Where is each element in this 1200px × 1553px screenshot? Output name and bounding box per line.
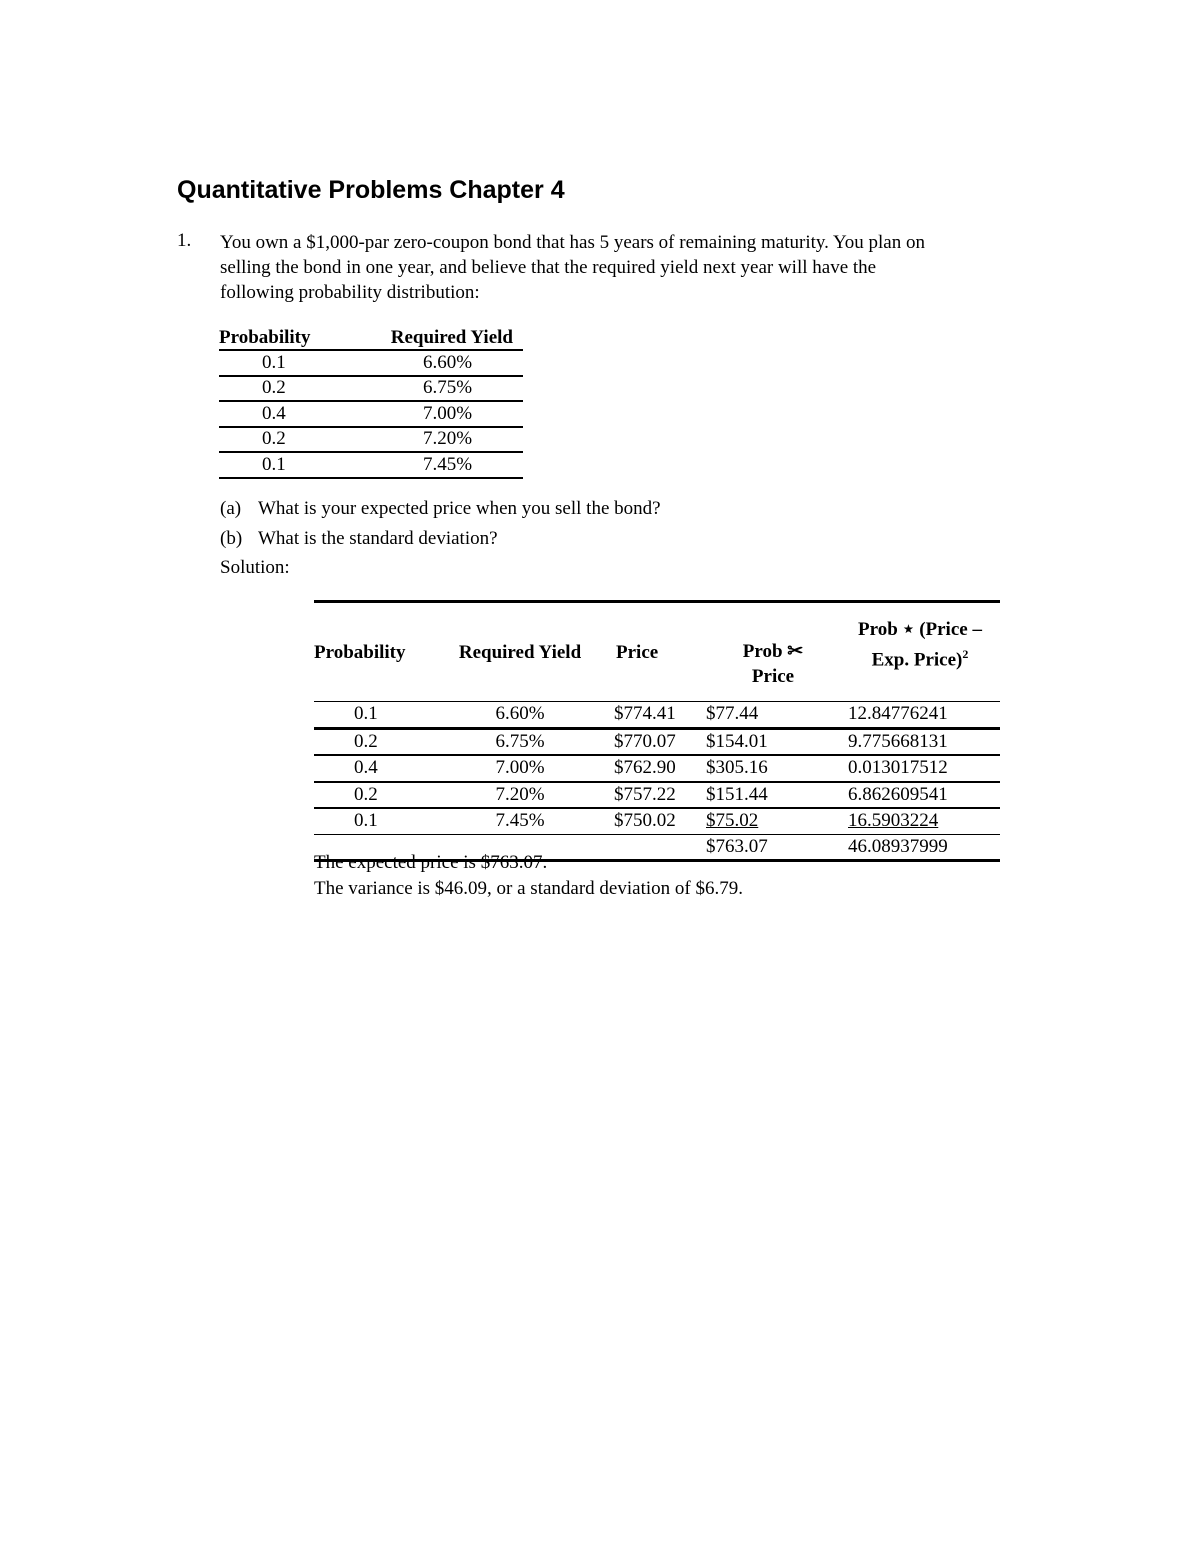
subquestion-label: (b) <box>220 528 243 549</box>
column-header-required-yield: Required Yield <box>372 322 523 350</box>
table-row <box>314 808 1000 834</box>
cell-required-yield: 7.20% <box>434 782 606 809</box>
solution-table <box>314 600 1000 862</box>
cell-price: $770.07 <box>606 728 706 755</box>
cell-probability: 0.1 <box>314 808 434 834</box>
superscript: 2 <box>962 647 969 662</box>
table-row <box>219 427 523 453</box>
column-header-price: Price <box>606 602 706 702</box>
cell-price: $757.22 <box>606 782 706 809</box>
cell-weighted-variance: 0.013017512 <box>840 755 1000 782</box>
header-text: Exp. Price) <box>871 649 963 671</box>
cell-required-yield: 6.60% <box>372 350 523 376</box>
page-title: Quantitative Problems Chapter 4 <box>177 176 565 204</box>
question-number: 1. <box>177 230 192 251</box>
cell-weighted-variance: 6.862609541 <box>840 782 1000 809</box>
cell-prob-price: $305.16 <box>706 755 840 782</box>
cell-probability: 0.2 <box>219 376 372 402</box>
solution-label: Solution: <box>220 557 290 578</box>
question-line: You own a $1,000-par zero-coupon bond that has 5 years of remaining maturity. You plan on <box>220 232 925 253</box>
cell-probability: 0.4 <box>219 401 372 427</box>
question-text <box>220 230 1040 305</box>
column-header-probability: Probability <box>314 602 434 702</box>
cell-total-variance: 46.08937999 <box>840 834 1000 861</box>
table-row <box>314 702 1000 729</box>
cell-prob-price <box>706 808 840 834</box>
table-row <box>219 452 523 478</box>
cell-weighted-variance <box>840 808 1000 834</box>
cell-probability: 0.4 <box>314 755 434 782</box>
cell-required-yield: 7.45% <box>372 452 523 478</box>
answer-expected-price: The expected price is $763.07. <box>314 852 548 873</box>
table-row <box>314 755 1000 782</box>
cell-required-yield: 7.45% <box>434 808 606 834</box>
cell-price: $762.90 <box>606 755 706 782</box>
cell-required-yield: 6.75% <box>434 728 606 755</box>
subquestion-text: What is the standard deviation? <box>258 528 498 549</box>
cell-prob-price: $151.44 <box>706 782 840 809</box>
cell-required-yield: 7.00% <box>434 755 606 782</box>
header-line: Prob ✂ <box>742 641 804 662</box>
cell-probability: 0.1 <box>314 702 434 729</box>
cell-weighted-variance: 9.775668131 <box>840 728 1000 755</box>
cell-empty <box>606 834 706 861</box>
cell-required-yield: 7.20% <box>372 427 523 453</box>
cell-total-expected-price: $763.07 <box>706 834 840 861</box>
subquestion-a <box>220 498 661 520</box>
cell-weighted-variance: 12.84776241 <box>840 702 1000 729</box>
column-header-required-yield: Required Yield <box>434 602 606 702</box>
table-row <box>314 782 1000 809</box>
question-line: following probability distribution: <box>220 282 480 303</box>
column-header-probability: Probability <box>219 322 372 350</box>
underlined-value: 16.5903224 <box>848 810 939 832</box>
cell-prob-price: $77.44 <box>706 702 840 729</box>
cell-probability: 0.2 <box>314 728 434 755</box>
cell-price: $774.41 <box>606 702 706 729</box>
cell-required-yield: 7.00% <box>372 401 523 427</box>
answer-variance: The variance is $46.09, or a standard deviation of $6.79. <box>314 878 743 899</box>
cell-required-yield: 6.75% <box>372 376 523 402</box>
column-header-prob-price <box>706 602 840 702</box>
table-row <box>314 728 1000 755</box>
cell-probability: 0.2 <box>314 782 434 809</box>
distribution-table <box>219 322 523 479</box>
subquestion-b <box>220 528 498 550</box>
table-row <box>219 376 523 402</box>
header-line: Prob ⋆ (Price – <box>858 619 982 641</box>
cell-probability: 0.1 <box>219 350 372 376</box>
cell-probability: 0.2 <box>219 427 372 453</box>
cell-prob-price: $154.01 <box>706 728 840 755</box>
cell-probability: 0.1 <box>219 452 372 478</box>
header-line <box>840 642 1000 672</box>
header-line: Price <box>751 666 795 687</box>
cell-price: $750.02 <box>606 808 706 834</box>
table-row <box>219 350 523 376</box>
column-header-weighted-variance <box>840 602 1000 702</box>
table-row <box>219 401 523 427</box>
cell-required-yield: 6.60% <box>434 702 606 729</box>
subquestion-label: (a) <box>220 498 242 519</box>
underlined-value: $75.02 <box>706 810 759 832</box>
subquestion-text: What is your expected price when you sell the bond? <box>258 498 661 519</box>
question-line: selling the bond in one year, and believe that the required yield next year will have the <box>220 257 877 278</box>
